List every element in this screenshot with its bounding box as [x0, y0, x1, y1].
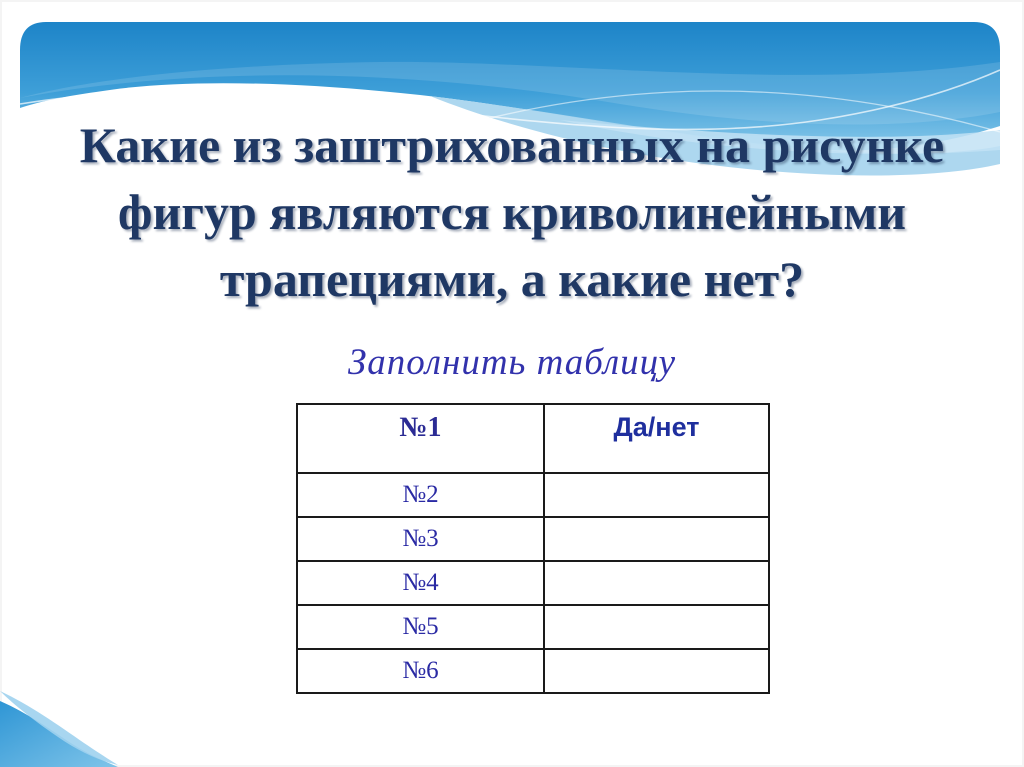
- table-row: [297, 517, 769, 561]
- title-line: фигур являются криволинейными: [117, 184, 907, 240]
- figure-number-cell: №6: [297, 649, 544, 693]
- answer-cell: [544, 517, 769, 561]
- figure-number-cell: №4: [297, 561, 544, 605]
- answer-cell: [544, 605, 769, 649]
- table-header-cell-number: №1: [297, 404, 544, 473]
- answer-cell: [544, 561, 769, 605]
- table-header-row: [297, 404, 769, 473]
- fill-table: [296, 403, 770, 694]
- title-line: трапециями, а какие нет?: [219, 251, 805, 307]
- answer-cell: [544, 649, 769, 693]
- bottom-left-wave-decoration: [0, 687, 118, 767]
- table-row: [297, 605, 769, 649]
- table-header-cell-yesno: Да/нет: [544, 404, 769, 473]
- figure-number-cell: №3: [297, 517, 544, 561]
- subtitle: Заполнить таблицу: [347, 342, 677, 383]
- figure-number-cell: №5: [297, 605, 544, 649]
- page-title: [0, 112, 1024, 313]
- table-row: [297, 649, 769, 693]
- figure-number-cell: №2: [297, 473, 544, 517]
- answer-cell: [544, 473, 769, 517]
- title-line: Какие из заштрихованных на рисунке: [79, 117, 945, 173]
- table-row: [297, 561, 769, 605]
- table-row: [297, 473, 769, 517]
